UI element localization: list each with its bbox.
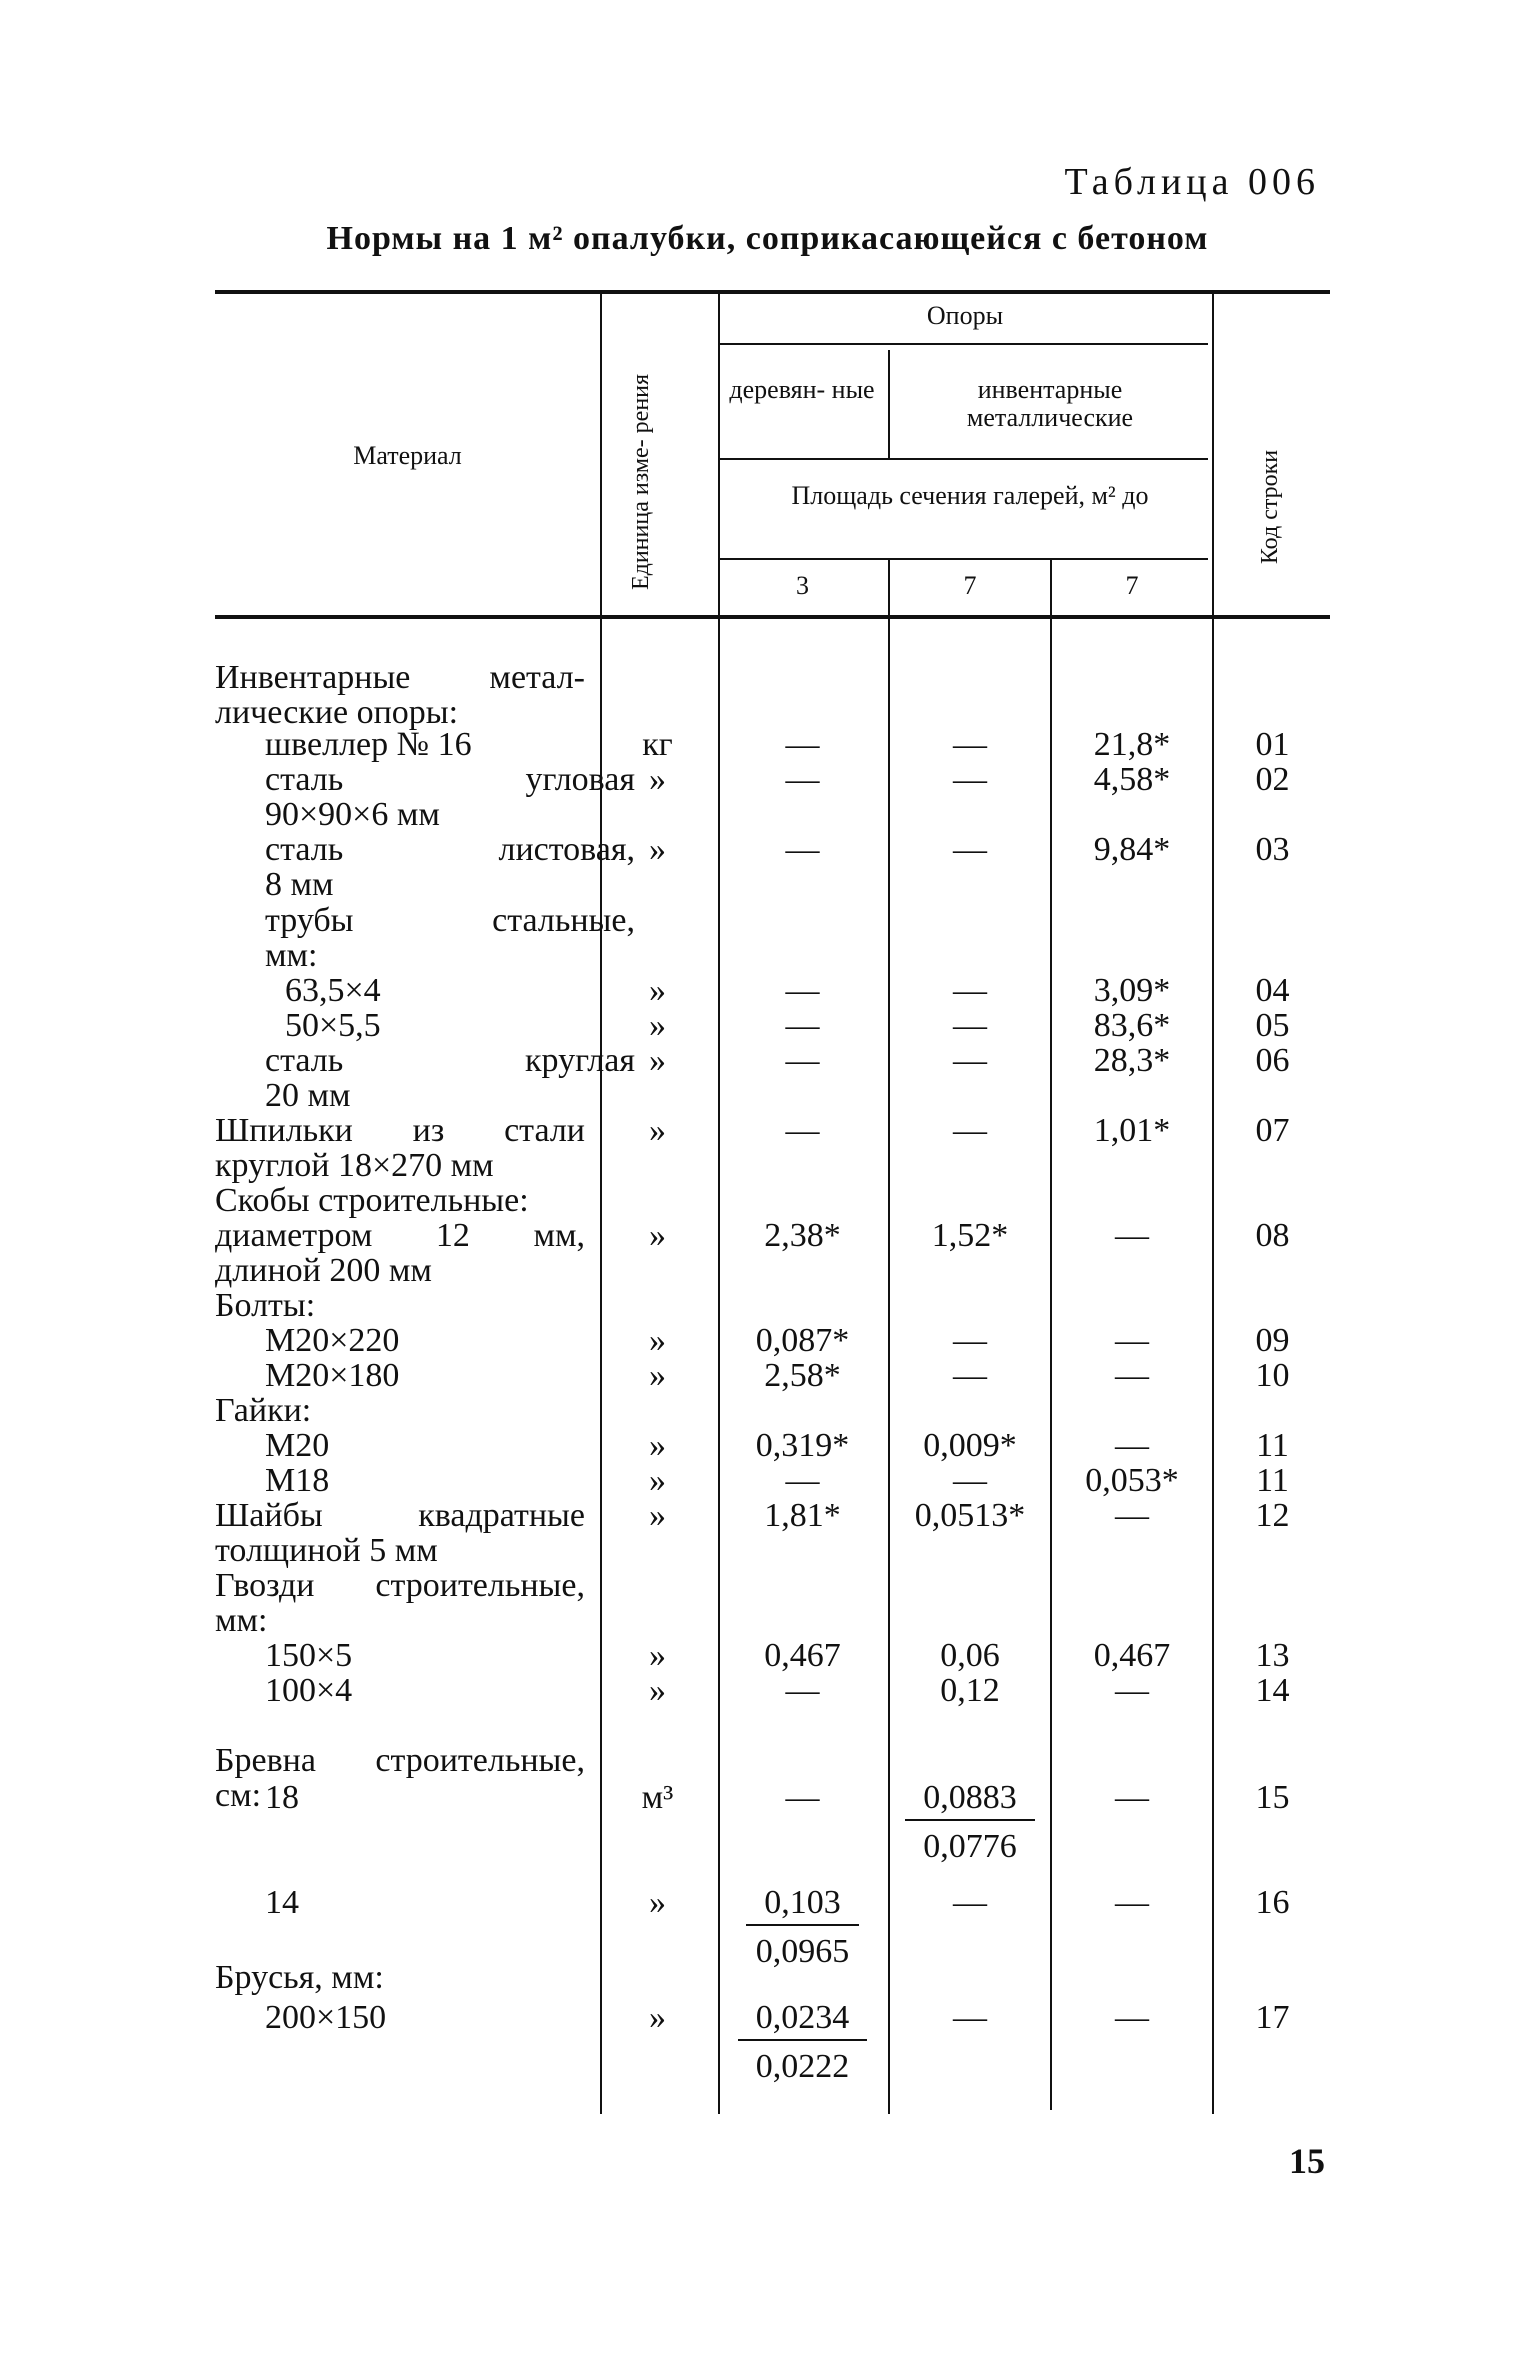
value-cell-1 [720,1885,885,1969]
value-cell-3: — [1115,1779,1149,1816]
material-line: М20×220 [265,1322,400,1359]
value-cell-2: 0,12 [940,1672,1000,1709]
value-cell-1: 2,58* [764,1357,841,1394]
value-cell-1: — [785,1007,820,1044]
value-cell-3: 1,01* [1093,1112,1171,1149]
code-cell: 01 [1255,726,1290,763]
sub-under-rule [718,458,1208,460]
material-line: Скобы строительные: [215,1182,529,1219]
material-cell [215,1393,585,1428]
header-inventory: инвентарные металлические [966,375,1134,432]
material-line: сталь угловая [265,761,635,798]
code-cell: 09 [1255,1322,1290,1359]
code-cell: 15 [1255,1779,1290,1816]
header-col3: 7 [1125,571,1139,600]
material-cell [215,1498,585,1568]
value-cell-1: 2,38* [764,1217,841,1254]
code-cell: 05 [1255,1007,1290,1044]
value-cell-1: — [785,726,820,763]
unit-cell: » [649,972,666,1009]
value-cell-1: — [785,761,820,798]
header-unit: Единица изме- рения [628,373,654,591]
material-cell [215,1008,655,1043]
value-cell-2: 0,06 [940,1637,1000,1674]
fraction-value [905,1780,1035,1864]
code-cell: 14 [1255,1672,1290,1709]
vline-col2-left [888,350,890,460]
value-cell-3: 83,6* [1093,1007,1171,1044]
value-cell-2: — [953,1884,987,1921]
value-cell-2: 1,52* [931,1217,1009,1254]
material-line: Брусья, мм: [215,1959,384,1996]
value-cell-1: — [785,831,820,868]
material-line: сталь круглая [265,1042,635,1079]
material-line: Шайбы квадратные [215,1497,585,1534]
material-cell [215,1358,635,1393]
code-cell: 11 [1256,1462,1289,1499]
fraction-numerator: 0,0883 [905,1780,1035,1821]
unit-cell: » [649,1112,666,1149]
unit-cell: » [649,1007,666,1044]
value-cell-2: 0,0513* [914,1497,1026,1534]
value-cell-1: 0,319* [755,1427,850,1464]
material-line: 14 [265,1884,299,1921]
material-line: 200×150 [265,1999,387,2036]
unit-cell: » [649,1884,666,1921]
code-cell: 08 [1255,1217,1290,1254]
material-cell [215,1638,635,1673]
fraction-value [738,2000,868,2084]
top-rule [215,290,1330,294]
supports-under-rule [718,343,1208,345]
header-wooden: деревян- ные [729,375,875,404]
material-cell [215,1673,635,1708]
value-cell-1: — [785,1042,820,1079]
fraction-value [746,1885,859,1969]
header-material: Материал [353,441,462,470]
header-bottom-rule [215,615,1330,619]
material-line: Инвентарные метал- [215,659,585,696]
material-cell [215,1043,635,1113]
header-code: Код строки [1257,449,1283,565]
unit-cell: » [649,1217,666,1254]
material-line: Шпильки из стали [215,1112,585,1149]
material-line: Бревна строительные, [215,1742,585,1779]
code-cell: 04 [1255,972,1290,1009]
unit-cell: » [649,1672,666,1709]
unit-cell: » [649,1357,666,1394]
material-cell [215,832,635,902]
value-cell-3: 0,467 [1093,1637,1171,1674]
material-cell [215,903,635,973]
material-line: 50×5,5 [285,1007,381,1044]
value-cell-2: — [953,1322,987,1359]
value-cell-2 [890,1780,1050,1864]
value-cell-3: — [1115,1672,1149,1709]
value-cell-3: 0,053* [1085,1462,1179,1499]
value-cell-1: 0,087* [755,1322,850,1359]
code-cell: 11 [1256,1427,1289,1464]
material-line: 8 мм [265,866,334,903]
value-cell-1: — [785,972,820,1009]
material-line: 100×4 [265,1672,353,1709]
material-line: М18 [265,1462,330,1499]
value-cell-2: 0,009* [923,1427,1017,1464]
unit-cell: » [649,761,666,798]
material-cell [215,762,635,832]
header-area: Площадь сечения галерей, м² до [791,481,1149,510]
material-cell [215,1428,635,1463]
value-cell-1: 0,467 [764,1637,841,1674]
unit-cell: » [649,1999,666,2036]
value-cell-3: — [1115,1217,1149,1254]
value-cell-1: — [785,1779,820,1816]
value-cell-2: — [953,726,987,763]
code-cell: 16 [1255,1884,1290,1921]
unit-cell: м³ [641,1779,674,1816]
value-cell-3: 28,3* [1093,1042,1171,1079]
value-cell-1: — [785,1672,820,1709]
material-cell [215,1218,585,1288]
material-cell [215,1183,585,1218]
value-cell-3: — [1115,1427,1149,1464]
fraction-denominator: 0,0222 [755,2048,850,2085]
unit-cell: » [649,831,666,868]
value-cell-3: — [1115,1999,1149,2036]
material-line: круглой 18×270 мм [215,1147,494,1184]
unit-cell: » [649,1322,666,1359]
fraction-numerator: 0,103 [746,1885,859,1926]
vline-code-left [1212,294,1214,2114]
value-cell-3: — [1115,1884,1149,1921]
value-cell-3: 9,84* [1093,831,1171,868]
material-cell [215,2000,635,2035]
table-number: Таблица 006 [1064,161,1320,203]
material-cell [215,1323,635,1358]
unit-cell: » [649,1497,666,1534]
material-cell [215,1568,585,1638]
material-cell [215,1463,635,1498]
material-line: лические опоры: [215,694,459,731]
value-cell-2: — [953,972,987,1009]
material-line: 150×5 [265,1637,353,1674]
material-line: толщиной 5 мм [215,1532,438,1569]
value-cell-3: 21,8* [1093,726,1171,763]
header-col2: 7 [963,571,977,600]
vline-col1-left [718,294,720,2114]
material-line: диаметром 12 мм, [215,1217,585,1254]
material-line: сталь листовая, [265,831,635,868]
material-line: длиной 200 мм [215,1252,432,1289]
material-line: 63,5×4 [285,972,381,1009]
vline-unit-left [600,294,602,2114]
fraction-numerator: 0,0234 [738,2000,868,2041]
code-cell: 03 [1255,831,1290,868]
value-cell-3: 4,58* [1093,761,1171,798]
code-cell: 07 [1255,1112,1290,1149]
value-cell-1: — [785,1462,820,1499]
value-cell-2: — [953,1042,987,1079]
material-line: швеллер № 16 [265,726,472,763]
material-cell [215,1885,635,1920]
material-line: М20×180 [265,1357,400,1394]
value-cell-3: — [1115,1322,1149,1359]
material-line: мм: [215,1602,268,1639]
value-cell-3: — [1115,1357,1149,1394]
value-cell-1 [720,2000,885,2084]
material-line: Гвозди строительные, [215,1567,585,1604]
material-cell [215,660,585,730]
value-cell-2: — [953,1112,987,1149]
value-cell-2: — [953,761,987,798]
code-cell: 13 [1255,1637,1290,1674]
unit-cell: » [649,1427,666,1464]
code-cell: 17 [1255,1999,1290,2036]
unit-cell: » [649,1637,666,1674]
material-line: М20 [265,1427,330,1464]
material-cell [215,973,655,1008]
unit-cell: кг [642,726,673,763]
value-cell-1: — [785,1112,820,1149]
code-cell: 06 [1255,1042,1290,1079]
table-title: Нормы на 1 м² опалубки, соприкасающейся с бетоном [326,220,1209,257]
material-line: 18 [265,1779,299,1816]
material-cell [215,1960,585,1995]
material-line: 90×90×6 мм [265,796,440,833]
value-cell-3: 3,09* [1093,972,1171,1009]
code-cell: 12 [1255,1497,1290,1534]
header-supports: Опоры [926,301,1004,330]
fraction-denominator: 0,0965 [755,1933,850,1970]
unit-cell: » [649,1042,666,1079]
value-cell-2: — [953,1999,987,2036]
value-cell-2: — [953,1007,987,1044]
value-cell-2: — [953,831,987,868]
page-number: 15 [1289,2141,1325,2181]
header-col1: 3 [796,571,809,600]
code-cell: 02 [1255,761,1290,798]
material-cell [215,727,635,762]
material-line: Болты: [215,1287,316,1324]
fraction-denominator: 0,0776 [923,1828,1017,1865]
material-cell [215,1288,585,1323]
value-cell-2: — [953,1462,987,1499]
value-cell-2: — [953,1357,987,1394]
material-line: Гайки: [215,1392,312,1429]
material-cell [215,1777,635,1816]
area-under-rule [718,558,1208,560]
value-cell-1: 1,81* [764,1497,841,1534]
code-cell: 10 [1255,1357,1290,1394]
value-cell-3: — [1115,1497,1149,1534]
material-cell [215,1113,585,1183]
unit-cell: » [649,1462,666,1499]
material-line: мм: [265,937,318,974]
material-line: см: [215,1777,262,1814]
material-line: 20 мм [265,1077,351,1114]
material-line: трубы стальные, [265,902,635,939]
